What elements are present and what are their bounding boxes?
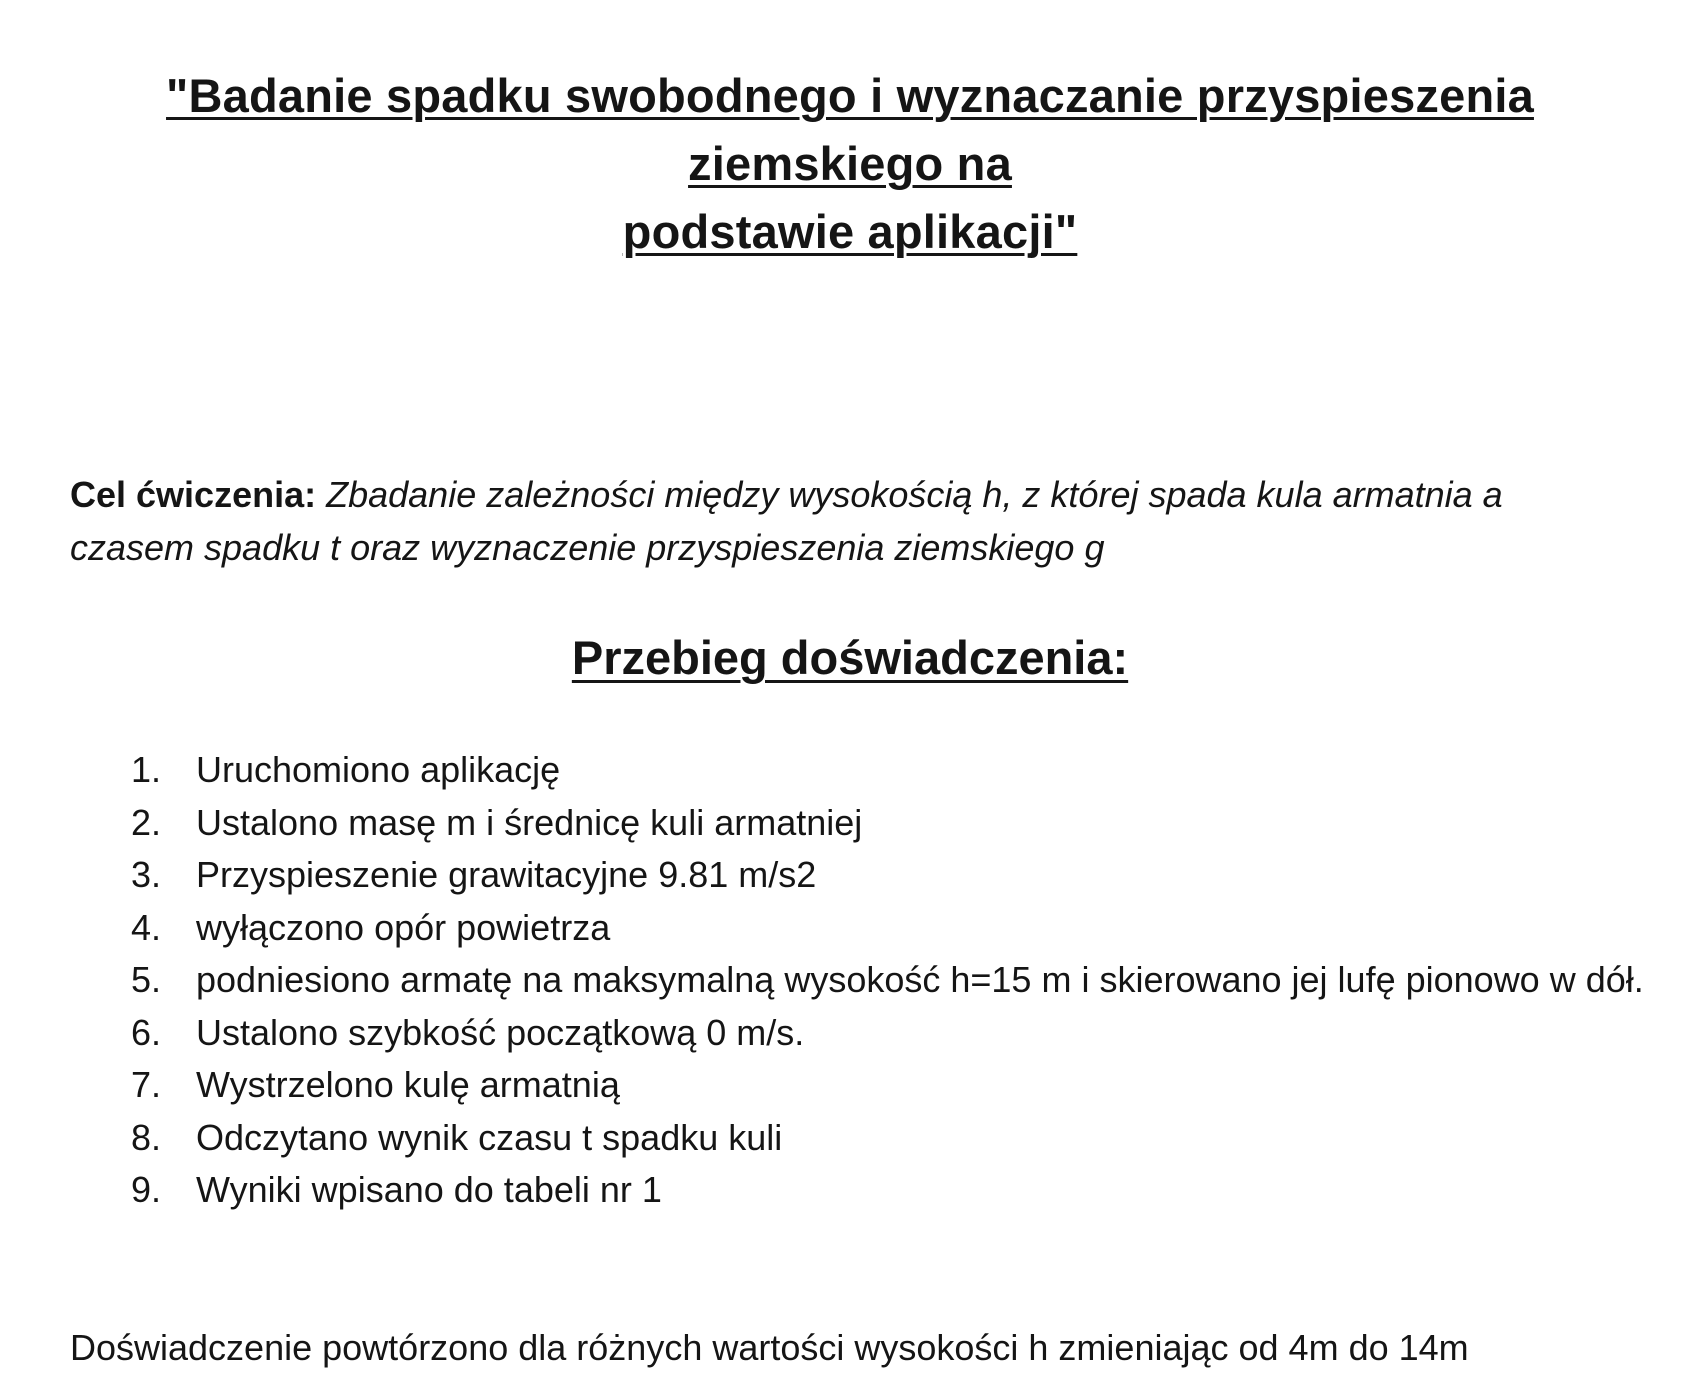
- list-item: [0, 1007, 1700, 1060]
- list-item: [0, 797, 1700, 850]
- list-item-number: 6.: [131, 1011, 162, 1053]
- list-item-text: podniesiono armatę na maksymalną wysokość h=15 m i skierowano jej lufę pionowo w dół.: [196, 959, 1644, 1000]
- list-item-number: 2.: [131, 801, 162, 843]
- list-item-number: 4.: [131, 906, 162, 948]
- list-item-text: Ustalono masę m i średnicę kuli armatniej: [196, 801, 863, 843]
- list-item-text: Wyniki wpisano do tabeli nr 1: [196, 1169, 662, 1210]
- list-item-text: Odczytano wynik czasu t spadku kuli: [196, 1116, 783, 1158]
- title-line: podstawie aplikacji": [622, 205, 1078, 258]
- list-item-text: Ustalono szybkość początkową 0 m/s.: [196, 1011, 805, 1053]
- list-item: [0, 1164, 1700, 1217]
- list-item: [0, 902, 1700, 955]
- list-item-text: wyłączono opór powietrza: [196, 906, 611, 948]
- list-item-text: Uruchomiono aplikację: [196, 749, 561, 790]
- list-item-number: 5.: [131, 959, 162, 1000]
- list-item: [0, 849, 1700, 902]
- list-item-text: Przyspieszenie grawitacyjne 9.81 m/s2: [196, 854, 817, 895]
- section-heading: Przebieg doświadczenia:: [571, 631, 1129, 684]
- aim-text: Zbadanie zależności między wysokością h, z której spada kula armatnia a czasem spadku t oraz wyznaczenie przyspieszenia ziemskiego g: [70, 474, 1503, 568]
- aim-paragraph: [70, 468, 1630, 574]
- list-item-number: 9.: [131, 1169, 162, 1210]
- list-item: [0, 1112, 1700, 1165]
- title-line: "Badanie spadku swobodnego i wyznaczanie przyspieszenia: [166, 69, 1534, 122]
- list-item: [0, 1059, 1700, 1112]
- list-item-number: 8.: [131, 1116, 162, 1158]
- list-item-text: Wystrzelono kulę armatnią: [196, 1064, 620, 1105]
- procedure-list: [0, 744, 1700, 1217]
- title-line: ziemskiego na: [688, 137, 1012, 190]
- aim-label: Cel ćwiczenia:: [70, 474, 317, 515]
- cut-off-paragraph: Doświadczenie powtórzono dla różnych wartości wysokości h zmieniając od 4m do 14m: [70, 1327, 1469, 1368]
- list-item-number: 3.: [131, 854, 162, 895]
- list-item: [0, 744, 1700, 797]
- list-item: [0, 954, 1700, 1007]
- list-item-number: 7.: [131, 1064, 162, 1105]
- document-title: [0, 62, 1700, 266]
- list-item-number: 1.: [131, 749, 162, 790]
